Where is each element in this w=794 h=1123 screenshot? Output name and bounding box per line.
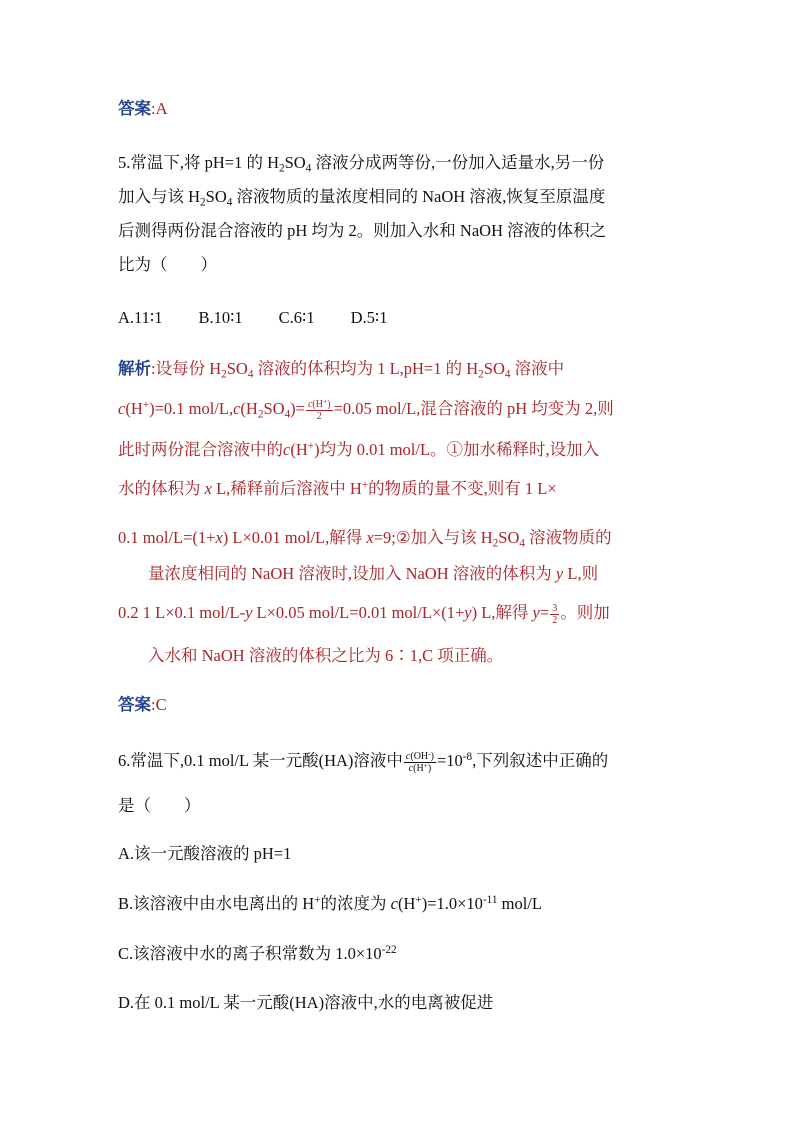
solution-line-7: 0.2 1 L×0.1 mol/L-y L×0.05 mol/L=0.01 mol/L×(1+y) L,解得 y= $\frac{3}{2}$ 。则加	[118, 602, 610, 626]
q5-options	[118, 306, 387, 330]
solution-label: 解析	[118, 359, 151, 378]
fraction-3-over-2: $\frac{3}{2}$	[552, 602, 558, 626]
q5-option-d: D.5∶1	[350, 308, 388, 327]
q6-line-2: 是（ ）	[118, 796, 201, 815]
solution-line-6: 量浓度相同的 NaOH 溶液时,设加入 NaOH 溶液的体积为 y L,则	[148, 564, 599, 583]
q6-line-1: 6.常温下,0.1 mol/L 某一元酸(HA)溶液中 $\frac{c(OH^-)}{c(H^+)}$ $=10^{-8}$,下列叙述中正确的	[118, 748, 609, 774]
q5-option-a: A.11∶1	[118, 308, 163, 327]
solution-line-8: 入水和 NaOH 溶液的体积之比为 6∶1,C 项正确。	[148, 646, 504, 665]
q6-option-b: B.该溶液中由水电离出的 H+的浓度为 $c(H^+)=1.0\times 10^{-11}$ mol/L	[118, 893, 542, 913]
q5-option-b: B.10∶1	[198, 308, 243, 327]
answer-value: :C	[151, 695, 167, 714]
solution-line-1: 解析:设每份 $H_2SO_4$ 溶液的体积均为 1 L,pH=1 的 $H_2SO_4$ 溶液中	[118, 359, 565, 381]
fraction-cH-over-2: $\frac{c(H^+)}{2}$	[307, 396, 331, 422]
answer-label: 答案	[118, 695, 151, 714]
q6-option-d: D.在 0.1 mol/L 某一元酸(HA)溶液中,水的电离被促进	[118, 993, 494, 1012]
q6-option-a: A.该一元酸溶液的 pH=1	[118, 844, 292, 863]
answer-prev	[118, 97, 168, 121]
solution-line-4: 水的体积为 x L,稀释前后溶液中 H+的物质的量不变,则有 1 L×	[118, 478, 557, 498]
fraction-cOH-over-cH: $\frac{c(OH^-)}{c(H^+)}$	[405, 748, 434, 774]
q5-option-c: C.6∶1	[278, 308, 315, 327]
answer-5	[118, 693, 167, 717]
answer-value: :A	[151, 99, 168, 118]
answer-label: 答案	[118, 99, 151, 118]
solution-line-3: 此时两份混合溶液中的c(H+)均为 0.01 mol/L。①加水稀释时,设加入	[118, 439, 600, 459]
q5-line-1: 5.常温下,将 pH=1 的 $H_2SO_4$ 溶液分成两等份,一份加入适量水,另一份	[118, 153, 605, 175]
q6-option-c: C.该溶液中水的离子积常数为 $1.0\times 10^{-22}$	[118, 943, 397, 963]
solution-line-2: c(H+)=0.1 mol/$L,c(H_2SO_4)=$ $\frac{c(H^+)}{2}$ =0.05 mol/L,混合溶液的 pH 均变为 2,则	[118, 396, 614, 422]
q5-line-4: 比为（ ）	[118, 255, 217, 274]
q5-line-3: 后测得两份混合溶液的 pH 均为 2。则加入水和 NaOH 溶液的体积之	[118, 221, 607, 240]
q5-line-2: 加入与该 $H_2SO_4$ 溶液物质的量浓度相同的 NaOH 溶液,恢复至原温度	[118, 187, 606, 209]
solution-line-5: 0.1 mol/L=(1+x) L×0.01 mol/L,解得 x=9;②加入与该 $H_2SO_4$ 溶液物质的	[118, 528, 612, 550]
